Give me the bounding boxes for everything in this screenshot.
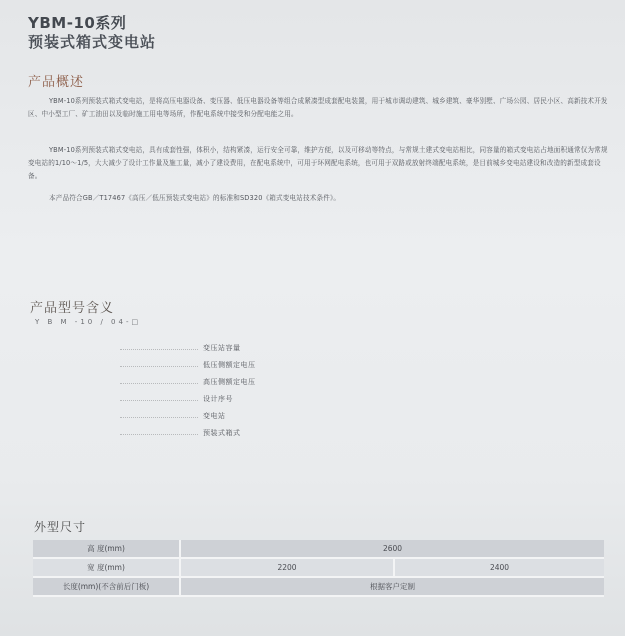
dimensions-heading: 外型尺寸 (34, 520, 87, 534)
leader-line (120, 417, 198, 418)
row-label: 高 度(mm) (33, 540, 180, 558)
table-row (33, 577, 604, 596)
leader-line (120, 349, 198, 350)
standards-paragraph: 本产品符合GB／T17467《高压／低压预装式变电站》的标准和SD320《箱式变电站技术条件》。 (49, 194, 341, 202)
page-title: 预装式箱式变电站 (28, 33, 157, 51)
legend-item (0, 394, 625, 406)
legend-label: 变压站容量 (203, 344, 241, 352)
leader-line (120, 383, 198, 384)
legend-item (0, 411, 625, 423)
legend-label: 高压侧额定电压 (203, 378, 256, 386)
legend-label: 设计序号 (203, 395, 233, 403)
overview-heading: 产品概述 (28, 75, 85, 90)
legend-item (0, 428, 625, 440)
row-label: 宽 度(mm) (33, 558, 180, 577)
series-title: YBM-10系列 (28, 14, 127, 32)
table-cell: 根据客户定制 (180, 577, 604, 596)
table-row (33, 558, 604, 577)
model-legend (0, 343, 625, 443)
leader-line (120, 434, 198, 435)
row-label: 长度(mm)(不含前后门板) (33, 577, 180, 596)
leader-line (120, 400, 198, 401)
dimensions-table (33, 540, 604, 597)
table-cell: 2200 (180, 558, 394, 577)
legend-item (0, 343, 625, 355)
overview-paragraph: YBM-10系列预装式箱式变电站，具有成套性强，体积小，结构紧凑，运行安全可靠，维护方便，以及可移动等特点，与常规土建式变电站相比，同容量的箱式变电站占地面积通常仅为常规变电站的1/10～1/5，大大减少了设计工作量及施工量，减小了建设费用，在配电系统中，可用于环网配电系统，也可用于双路或放射终端配电系统，是目前城乡变电站建设和改造的新型成套设备。 (28, 146, 608, 180)
legend-label: 变电站 (203, 412, 226, 420)
legend-item (0, 377, 625, 389)
legend-label: 低压侧额定电压 (203, 361, 256, 369)
table-cell: 2400 (394, 558, 604, 577)
legend-item (0, 360, 625, 372)
legend-label: 预装式箱式 (203, 429, 241, 437)
overview-paragraph: YBM-10系列预装式箱式变电站，是将高压电器设备、变压器、低压电器设备等组合成紧凑型成套配电装置，用于城市调动建筑、城乡建筑、豪华别墅、广场公园、居民小区、高新技术开发区、中小型工厂、矿工油田以及临时施工用电等场所，作配电系统中接受和分配电能之用。 (28, 97, 608, 118)
table-row (33, 540, 604, 558)
table-cell: 2600 (180, 540, 604, 558)
model-code: Y B M -10 / 04-□ (35, 318, 142, 326)
model-heading: 产品型号含义 (30, 301, 115, 316)
leader-line (120, 366, 198, 367)
